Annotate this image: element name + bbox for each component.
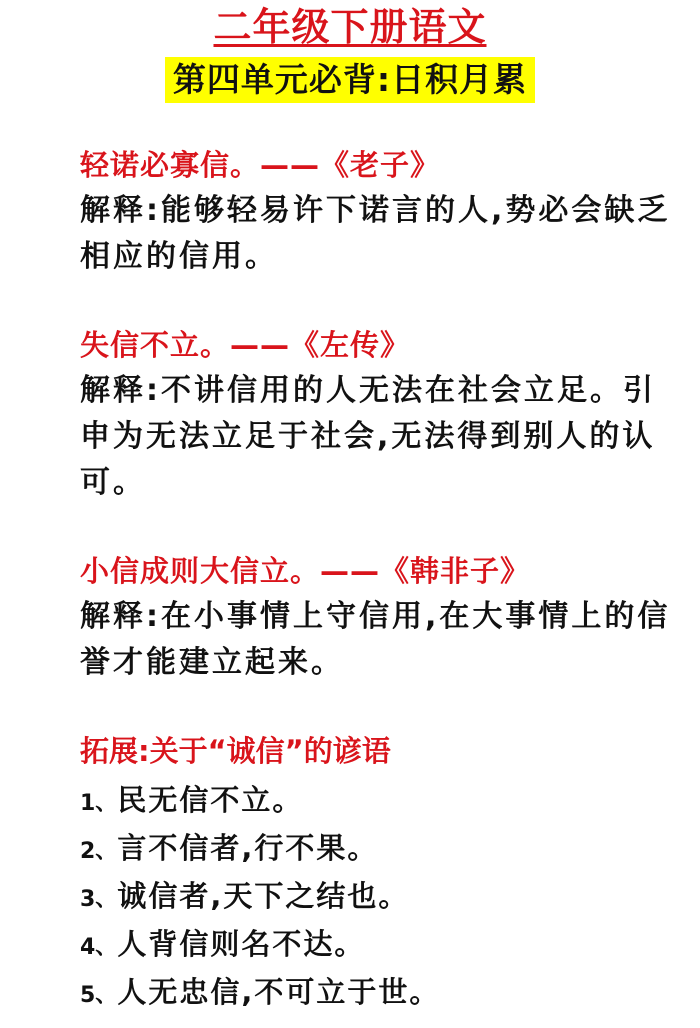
page-subtitle: 第四单元必背:日积月累 <box>165 57 535 103</box>
proverb-item <box>80 970 680 1018</box>
proverb-item <box>80 778 680 826</box>
proverb-number: 3、 <box>80 887 118 912</box>
explanation-2: 解释:不讲信用的人无法在社会立足。引申为无法立足于社会,无法得到别人的认可。 <box>80 373 656 500</box>
section-2 <box>80 322 680 506</box>
explanation-3: 解释:在小事情上守信用,在大事情上的信誉才能建立起来。 <box>80 599 671 680</box>
extension-title: 拓展:关于“诚信”的谚语 <box>80 734 391 768</box>
content-area <box>80 142 680 1018</box>
proverb-text: 诚信者,天下之结也。 <box>117 879 410 913</box>
quote-2: 失信不立。——《左传》 <box>80 328 411 362</box>
proverb-text: 人无忠信,不可立于世。 <box>117 975 441 1009</box>
proverb-number: 2、 <box>80 839 118 864</box>
section-3 <box>80 548 680 686</box>
explanation-1: 解释:能够轻易许下诺言的人,势必会缺乏相应的信用。 <box>80 193 671 274</box>
quote-1: 轻诺必寡信。——《老子》 <box>80 148 441 182</box>
proverb-number: 1、 <box>80 791 118 816</box>
extension-section <box>80 728 680 1018</box>
proverb-text: 民无信不立。 <box>117 783 304 817</box>
proverb-item <box>80 922 680 970</box>
proverb-text: 言不信者,行不果。 <box>117 831 379 865</box>
section-1 <box>80 142 680 280</box>
page-title: 二年级下册语文 <box>213 5 487 49</box>
subtitle-wrapper <box>0 57 700 103</box>
quote-3: 小信成则大信立。——《韩非子》 <box>80 554 531 588</box>
proverb-item <box>80 874 680 922</box>
proverb-text: 人背信则名不达。 <box>117 927 366 961</box>
proverb-number: 4、 <box>80 935 118 960</box>
proverb-item <box>80 826 680 874</box>
proverb-number: 5、 <box>80 983 118 1008</box>
